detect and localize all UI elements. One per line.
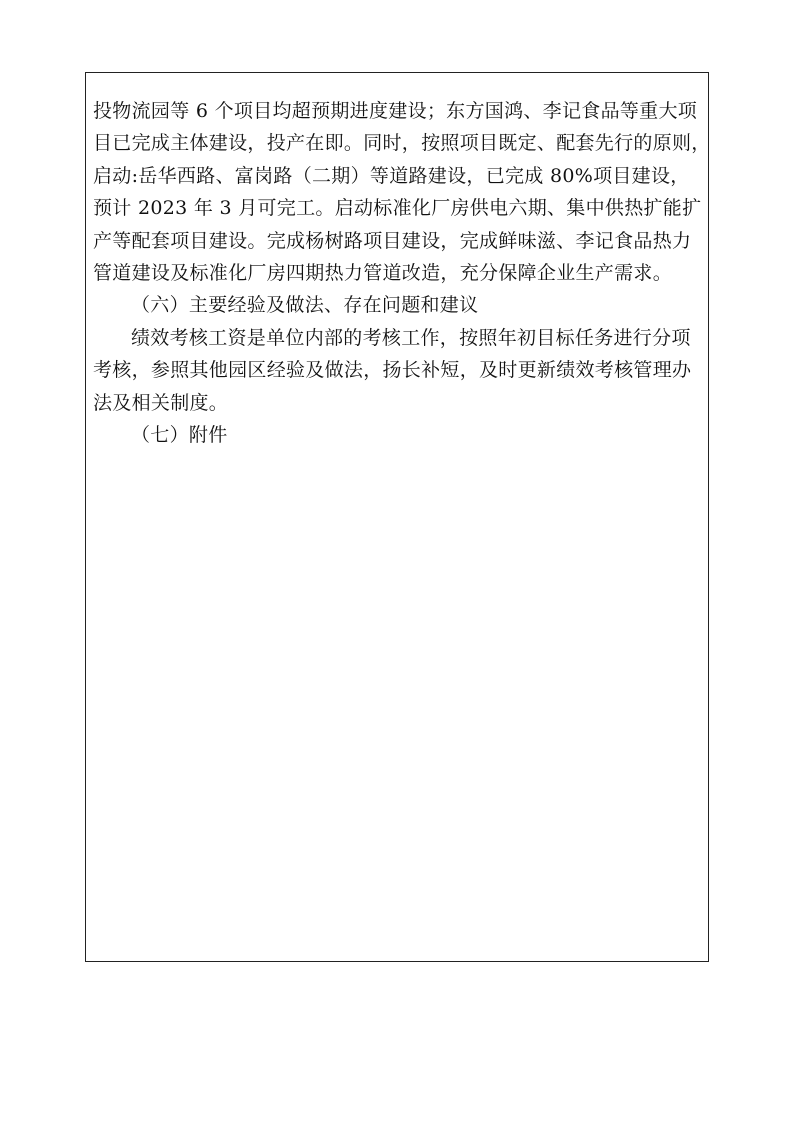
text-line: 法及相关制度。 [93, 391, 229, 414]
text-line: 管道建设及标准化厂房四期热力管道改造，充分保障企业生产需求。 [93, 261, 673, 284]
text-line: 目已完成主体建设，投产在即。同时，按照项目既定、配套先行的原则， [93, 132, 711, 155]
text-line: 预计 2023 年 3 月可完工。启动标准化厂房供电六期、集中供热扩能扩 [93, 197, 702, 220]
section-heading-6: （六）主要经验及做法、存在问题和建议 [131, 294, 479, 317]
section-6-paragraph [93, 322, 703, 419]
section-heading-7: （七）附件 [131, 423, 228, 446]
text-line: 投物流园等 6 个项目均超预期进度建设；东方国鸿、李记食品等重大项 [93, 100, 698, 122]
continued-paragraph [93, 95, 711, 289]
cell-content [93, 95, 711, 451]
text-line: 绩效考核工资是单位内部的考核工作，按照年初目标任务进行分项 [131, 326, 691, 349]
text-line: 产等配套项目建设。完成杨树路项目建设，完成鲜味滋、李记食品热力 [93, 229, 692, 252]
text-line: 启动:岳华西路、富岗路（二期）等道路建设，已完成 80%项目建设， [93, 164, 690, 187]
text-line: 考核，参照其他园区经验及做法，扬长补短，及时更新绩效考核管理办 [93, 359, 692, 382]
